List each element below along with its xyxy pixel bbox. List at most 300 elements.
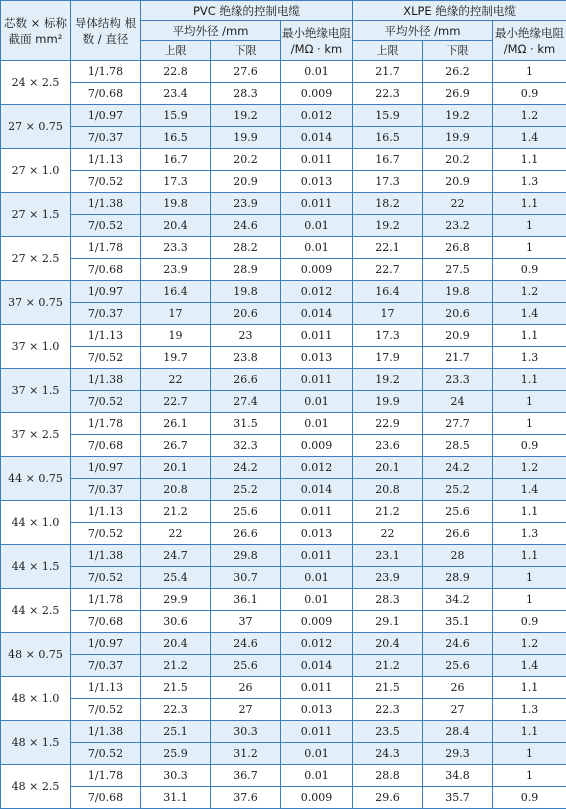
xlpe-lower-cell: 20.9 xyxy=(423,325,493,347)
xlpe-upper-cell: 28.8 xyxy=(353,765,423,787)
conductor-cell: 1/1.13 xyxy=(71,325,141,347)
xlpe-upper-cell: 16.4 xyxy=(353,281,423,303)
pvc-lower-cell: 30.3 xyxy=(211,721,281,743)
pvc-upper-cell: 23.9 xyxy=(141,259,211,281)
pvc-upper-cell: 30.6 xyxy=(141,611,211,633)
table-row xyxy=(1,215,566,237)
pvc-upper-cell: 25.9 xyxy=(141,743,211,765)
pvc-upper-cell: 21.2 xyxy=(141,655,211,677)
table-row xyxy=(1,721,566,743)
header-xlpe-min-resistance: 最小绝缘电阻 /MΩ · km xyxy=(493,21,566,61)
xlpe-min-resistance-cell: 1.3 xyxy=(493,523,566,545)
xlpe-upper-cell: 16.5 xyxy=(353,127,423,149)
header-conductor-structure: 导体结构 根数 / 直径 xyxy=(71,1,141,61)
xlpe-lower-cell: 28 xyxy=(423,545,493,567)
pvc-upper-cell: 29.9 xyxy=(141,589,211,611)
pvc-lower-cell: 26 xyxy=(211,677,281,699)
pvc-lower-cell: 28.2 xyxy=(211,237,281,259)
pvc-upper-cell: 22 xyxy=(141,369,211,391)
table-row xyxy=(1,523,566,545)
xlpe-upper-cell: 19.9 xyxy=(353,391,423,413)
pvc-lower-cell: 20.2 xyxy=(211,149,281,171)
pvc-min-resistance-cell: 0.009 xyxy=(281,259,353,281)
pvc-upper-cell: 17.3 xyxy=(141,171,211,193)
conductor-cell: 7/0.68 xyxy=(71,83,141,105)
pvc-lower-cell: 23.9 xyxy=(211,193,281,215)
xlpe-min-resistance-cell: 1.2 xyxy=(493,281,566,303)
conductor-cell: 1/0.97 xyxy=(71,457,141,479)
table-row xyxy=(1,105,566,127)
pvc-lower-cell: 26.6 xyxy=(211,523,281,545)
pvc-upper-cell: 20.4 xyxy=(141,215,211,237)
pvc-lower-cell: 37 xyxy=(211,611,281,633)
xlpe-lower-cell: 28.4 xyxy=(423,721,493,743)
table-row xyxy=(1,149,566,171)
pvc-min-resistance-cell: 0.01 xyxy=(281,61,353,83)
xlpe-lower-cell: 20.9 xyxy=(423,171,493,193)
pvc-lower-cell: 25.2 xyxy=(211,479,281,501)
pvc-min-resistance-cell: 0.009 xyxy=(281,435,353,457)
pvc-min-resistance-cell: 0.009 xyxy=(281,611,353,633)
pvc-lower-cell: 27.4 xyxy=(211,391,281,413)
pvc-lower-cell: 19.8 xyxy=(211,281,281,303)
table-row xyxy=(1,281,566,303)
xlpe-min-resistance-cell: 1.4 xyxy=(493,127,566,149)
pvc-min-resistance-cell: 0.011 xyxy=(281,193,353,215)
xlpe-lower-cell: 25.2 xyxy=(423,479,493,501)
conductor-cell: 1/0.97 xyxy=(71,633,141,655)
pvc-upper-cell: 15.9 xyxy=(141,105,211,127)
conductor-cell: 7/0.37 xyxy=(71,303,141,325)
pvc-min-resistance-cell: 0.01 xyxy=(281,215,353,237)
pvc-lower-cell: 36.7 xyxy=(211,765,281,787)
header-pvc-group: PVC 绝缘的控制电缆 xyxy=(141,1,353,21)
pvc-upper-cell: 22.7 xyxy=(141,391,211,413)
xlpe-min-resistance-cell: 1 xyxy=(493,743,566,765)
pvc-upper-cell: 25.4 xyxy=(141,567,211,589)
xlpe-min-resistance-cell: 1.1 xyxy=(493,545,566,567)
xlpe-upper-cell: 22.3 xyxy=(353,699,423,721)
core-section-cell: 24 × 2.5 xyxy=(1,61,71,105)
xlpe-lower-cell: 35.7 xyxy=(423,787,493,809)
xlpe-min-resistance-cell: 1.4 xyxy=(493,303,566,325)
xlpe-min-resistance-cell: 1.1 xyxy=(493,193,566,215)
core-section-cell: 27 × 1.0 xyxy=(1,149,71,193)
pvc-min-resistance-cell: 0.011 xyxy=(281,721,353,743)
xlpe-min-resistance-cell: 1.3 xyxy=(493,699,566,721)
pvc-lower-cell: 19.9 xyxy=(211,127,281,149)
pvc-lower-cell: 24.2 xyxy=(211,457,281,479)
pvc-upper-cell: 19.7 xyxy=(141,347,211,369)
xlpe-min-resistance-cell: 1.2 xyxy=(493,457,566,479)
pvc-upper-cell: 22.8 xyxy=(141,61,211,83)
core-section-cell: 44 × 1.5 xyxy=(1,545,71,589)
xlpe-upper-cell: 21.2 xyxy=(353,501,423,523)
xlpe-lower-cell: 22 xyxy=(423,193,493,215)
pvc-upper-cell: 22.3 xyxy=(141,699,211,721)
xlpe-upper-cell: 22.1 xyxy=(353,237,423,259)
header-pvc-min-resistance: 最小绝缘电阻 /MΩ · km xyxy=(281,21,353,61)
pvc-lower-cell: 27.6 xyxy=(211,61,281,83)
core-section-cell: 44 × 2.5 xyxy=(1,589,71,633)
xlpe-upper-cell: 22.3 xyxy=(353,83,423,105)
core-section-cell: 48 × 0.75 xyxy=(1,633,71,677)
xlpe-lower-cell: 19.9 xyxy=(423,127,493,149)
table-row xyxy=(1,589,566,611)
xlpe-upper-cell: 23.1 xyxy=(353,545,423,567)
xlpe-min-resistance-cell: 1 xyxy=(493,765,566,787)
xlpe-lower-cell: 29.3 xyxy=(423,743,493,765)
pvc-min-resistance-cell: 0.014 xyxy=(281,303,353,325)
table-row xyxy=(1,479,566,501)
conductor-cell: 7/0.68 xyxy=(71,259,141,281)
pvc-upper-cell: 20.4 xyxy=(141,633,211,655)
xlpe-lower-cell: 34.2 xyxy=(423,589,493,611)
pvc-upper-cell: 30.3 xyxy=(141,765,211,787)
table-row xyxy=(1,743,566,765)
pvc-upper-cell: 23.4 xyxy=(141,83,211,105)
pvc-lower-cell: 28.3 xyxy=(211,83,281,105)
conductor-cell: 7/0.52 xyxy=(71,215,141,237)
xlpe-upper-cell: 23.6 xyxy=(353,435,423,457)
core-section-cell: 44 × 0.75 xyxy=(1,457,71,501)
pvc-min-resistance-cell: 0.011 xyxy=(281,369,353,391)
pvc-lower-cell: 36.1 xyxy=(211,589,281,611)
table-row xyxy=(1,303,566,325)
xlpe-lower-cell: 24.2 xyxy=(423,457,493,479)
xlpe-upper-cell: 23.5 xyxy=(353,721,423,743)
table-row xyxy=(1,457,566,479)
table-row xyxy=(1,413,566,435)
xlpe-lower-cell: 26.2 xyxy=(423,61,493,83)
conductor-cell: 7/0.52 xyxy=(71,391,141,413)
xlpe-lower-cell: 20.2 xyxy=(423,149,493,171)
table-row xyxy=(1,677,566,699)
conductor-cell: 1/1.13 xyxy=(71,677,141,699)
table-row xyxy=(1,83,566,105)
pvc-min-resistance-cell: 0.014 xyxy=(281,127,353,149)
header-pvc-upper: 上限 xyxy=(141,41,211,61)
xlpe-upper-cell: 24.3 xyxy=(353,743,423,765)
xlpe-lower-cell: 28.9 xyxy=(423,567,493,589)
xlpe-lower-cell: 19.2 xyxy=(423,105,493,127)
xlpe-upper-cell: 18.2 xyxy=(353,193,423,215)
pvc-lower-cell: 24.6 xyxy=(211,633,281,655)
header-xlpe-avg-od: 平均外径 /mm xyxy=(353,21,493,41)
conductor-cell: 1/0.97 xyxy=(71,281,141,303)
xlpe-min-resistance-cell: 1 xyxy=(493,413,566,435)
xlpe-upper-cell: 22.7 xyxy=(353,259,423,281)
xlpe-min-resistance-cell: 0.9 xyxy=(493,259,566,281)
xlpe-lower-cell: 23.2 xyxy=(423,215,493,237)
pvc-min-resistance-cell: 0.009 xyxy=(281,83,353,105)
conductor-cell: 7/0.37 xyxy=(71,479,141,501)
table-row xyxy=(1,127,566,149)
conductor-cell: 1/1.38 xyxy=(71,721,141,743)
pvc-min-resistance-cell: 0.014 xyxy=(281,655,353,677)
pvc-min-resistance-cell: 0.01 xyxy=(281,765,353,787)
conductor-cell: 7/0.52 xyxy=(71,743,141,765)
pvc-upper-cell: 19 xyxy=(141,325,211,347)
xlpe-lower-cell: 27.5 xyxy=(423,259,493,281)
xlpe-min-resistance-cell: 1 xyxy=(493,215,566,237)
table-row xyxy=(1,787,566,809)
pvc-lower-cell: 28.9 xyxy=(211,259,281,281)
table-row xyxy=(1,611,566,633)
table-row xyxy=(1,501,566,523)
table-row xyxy=(1,259,566,281)
table-row xyxy=(1,435,566,457)
xlpe-upper-cell: 21.2 xyxy=(353,655,423,677)
pvc-min-resistance-cell: 0.01 xyxy=(281,743,353,765)
pvc-min-resistance-cell: 0.011 xyxy=(281,501,353,523)
table-row xyxy=(1,237,566,259)
core-section-cell: 48 × 2.5 xyxy=(1,765,71,809)
conductor-cell: 1/1.38 xyxy=(71,369,141,391)
conductor-cell: 7/0.37 xyxy=(71,655,141,677)
xlpe-upper-cell: 17 xyxy=(353,303,423,325)
conductor-cell: 7/0.37 xyxy=(71,127,141,149)
pvc-upper-cell: 20.1 xyxy=(141,457,211,479)
pvc-upper-cell: 16.5 xyxy=(141,127,211,149)
table-row xyxy=(1,699,566,721)
conductor-cell: 7/0.52 xyxy=(71,347,141,369)
pvc-upper-cell: 17 xyxy=(141,303,211,325)
pvc-upper-cell: 24.7 xyxy=(141,545,211,567)
pvc-lower-cell: 31.2 xyxy=(211,743,281,765)
pvc-min-resistance-cell: 0.01 xyxy=(281,567,353,589)
pvc-upper-cell: 16.4 xyxy=(141,281,211,303)
conductor-cell: 1/1.13 xyxy=(71,501,141,523)
xlpe-upper-cell: 19.2 xyxy=(353,369,423,391)
core-section-cell: 37 × 2.5 xyxy=(1,413,71,457)
conductor-cell: 1/1.78 xyxy=(71,61,141,83)
conductor-cell: 1/1.38 xyxy=(71,193,141,215)
pvc-min-resistance-cell: 0.01 xyxy=(281,413,353,435)
core-section-cell: 48 × 1.0 xyxy=(1,677,71,721)
pvc-min-resistance-cell: 0.013 xyxy=(281,171,353,193)
xlpe-lower-cell: 34.8 xyxy=(423,765,493,787)
header-pvc-lower: 下限 xyxy=(211,41,281,61)
xlpe-lower-cell: 27 xyxy=(423,699,493,721)
pvc-min-resistance-cell: 0.014 xyxy=(281,479,353,501)
xlpe-min-resistance-cell: 1.2 xyxy=(493,633,566,655)
pvc-upper-cell: 31.1 xyxy=(141,787,211,809)
header-xlpe-lower: 下限 xyxy=(423,41,493,61)
core-section-cell: 37 × 1.5 xyxy=(1,369,71,413)
xlpe-min-resistance-cell: 1 xyxy=(493,589,566,611)
xlpe-lower-cell: 26.9 xyxy=(423,83,493,105)
xlpe-upper-cell: 17.3 xyxy=(353,171,423,193)
xlpe-upper-cell: 20.4 xyxy=(353,633,423,655)
pvc-lower-cell: 23.8 xyxy=(211,347,281,369)
xlpe-min-resistance-cell: 1.2 xyxy=(493,105,566,127)
conductor-cell: 7/0.52 xyxy=(71,171,141,193)
table-row xyxy=(1,391,566,413)
pvc-lower-cell: 24.6 xyxy=(211,215,281,237)
pvc-lower-cell: 30.7 xyxy=(211,567,281,589)
conductor-cell: 1/1.78 xyxy=(71,589,141,611)
pvc-upper-cell: 26.1 xyxy=(141,413,211,435)
pvc-lower-cell: 32.3 xyxy=(211,435,281,457)
xlpe-lower-cell: 21.7 xyxy=(423,347,493,369)
pvc-upper-cell: 26.7 xyxy=(141,435,211,457)
pvc-lower-cell: 31.5 xyxy=(211,413,281,435)
xlpe-lower-cell: 35.1 xyxy=(423,611,493,633)
core-section-cell: 44 × 1.0 xyxy=(1,501,71,545)
pvc-lower-cell: 25.6 xyxy=(211,655,281,677)
header-xlpe-upper: 上限 xyxy=(353,41,423,61)
xlpe-min-resistance-cell: 0.9 xyxy=(493,787,566,809)
xlpe-lower-cell: 28.5 xyxy=(423,435,493,457)
xlpe-lower-cell: 20.6 xyxy=(423,303,493,325)
pvc-min-resistance-cell: 0.012 xyxy=(281,457,353,479)
conductor-cell: 7/0.68 xyxy=(71,611,141,633)
table-row xyxy=(1,171,566,193)
xlpe-lower-cell: 19.8 xyxy=(423,281,493,303)
pvc-min-resistance-cell: 0.013 xyxy=(281,523,353,545)
pvc-upper-cell: 21.5 xyxy=(141,677,211,699)
pvc-lower-cell: 26.6 xyxy=(211,369,281,391)
table-row xyxy=(1,325,566,347)
header-xlpe-group: XLPE 绝缘的控制电缆 xyxy=(353,1,566,21)
pvc-min-resistance-cell: 0.011 xyxy=(281,545,353,567)
pvc-upper-cell: 23.3 xyxy=(141,237,211,259)
xlpe-min-resistance-cell: 1.4 xyxy=(493,655,566,677)
conductor-cell: 1/1.13 xyxy=(71,149,141,171)
pvc-min-resistance-cell: 0.011 xyxy=(281,149,353,171)
conductor-cell: 1/1.38 xyxy=(71,545,141,567)
table-row xyxy=(1,347,566,369)
xlpe-upper-cell: 20.1 xyxy=(353,457,423,479)
pvc-lower-cell: 27 xyxy=(211,699,281,721)
xlpe-min-resistance-cell: 1 xyxy=(493,391,566,413)
xlpe-upper-cell: 15.9 xyxy=(353,105,423,127)
pvc-upper-cell: 21.2 xyxy=(141,501,211,523)
xlpe-lower-cell: 24.6 xyxy=(423,633,493,655)
pvc-lower-cell: 23 xyxy=(211,325,281,347)
xlpe-min-resistance-cell: 1 xyxy=(493,567,566,589)
header-core-section: 芯数 × 标称截面 mm² xyxy=(1,1,71,61)
pvc-min-resistance-cell: 0.012 xyxy=(281,105,353,127)
xlpe-upper-cell: 19.2 xyxy=(353,215,423,237)
xlpe-lower-cell: 27.7 xyxy=(423,413,493,435)
table-row xyxy=(1,61,566,83)
table-row xyxy=(1,765,566,787)
xlpe-upper-cell: 17.9 xyxy=(353,347,423,369)
table-row xyxy=(1,567,566,589)
conductor-cell: 1/1.78 xyxy=(71,765,141,787)
table-row xyxy=(1,655,566,677)
table-row xyxy=(1,545,566,567)
pvc-min-resistance-cell: 0.013 xyxy=(281,347,353,369)
table-row xyxy=(1,633,566,655)
xlpe-upper-cell: 23.9 xyxy=(353,567,423,589)
pvc-min-resistance-cell: 0.011 xyxy=(281,677,353,699)
pvc-min-resistance-cell: 0.012 xyxy=(281,633,353,655)
pvc-upper-cell: 25.1 xyxy=(141,721,211,743)
xlpe-min-resistance-cell: 1.3 xyxy=(493,171,566,193)
conductor-cell: 7/0.52 xyxy=(71,699,141,721)
table-row xyxy=(1,369,566,391)
conductor-cell: 1/0.97 xyxy=(71,105,141,127)
conductor-cell: 7/0.68 xyxy=(71,435,141,457)
xlpe-lower-cell: 26 xyxy=(423,677,493,699)
xlpe-lower-cell: 26.8 xyxy=(423,237,493,259)
pvc-upper-cell: 20.8 xyxy=(141,479,211,501)
xlpe-min-resistance-cell: 1.4 xyxy=(493,479,566,501)
xlpe-upper-cell: 29.6 xyxy=(353,787,423,809)
xlpe-upper-cell: 20.8 xyxy=(353,479,423,501)
xlpe-upper-cell: 22.9 xyxy=(353,413,423,435)
xlpe-upper-cell: 16.7 xyxy=(353,149,423,171)
xlpe-upper-cell: 21.5 xyxy=(353,677,423,699)
pvc-lower-cell: 29.8 xyxy=(211,545,281,567)
core-section-cell: 48 × 1.5 xyxy=(1,721,71,765)
xlpe-lower-cell: 24 xyxy=(423,391,493,413)
xlpe-min-resistance-cell: 1.1 xyxy=(493,721,566,743)
xlpe-min-resistance-cell: 1.1 xyxy=(493,369,566,391)
xlpe-min-resistance-cell: 0.9 xyxy=(493,83,566,105)
xlpe-min-resistance-cell: 0.9 xyxy=(493,611,566,633)
xlpe-min-resistance-cell: 1.1 xyxy=(493,677,566,699)
pvc-min-resistance-cell: 0.013 xyxy=(281,699,353,721)
xlpe-upper-cell: 21.7 xyxy=(353,61,423,83)
pvc-min-resistance-cell: 0.01 xyxy=(281,589,353,611)
pvc-lower-cell: 37.6 xyxy=(211,787,281,809)
xlpe-upper-cell: 22 xyxy=(353,523,423,545)
xlpe-min-resistance-cell: 1.1 xyxy=(493,501,566,523)
pvc-min-resistance-cell: 0.012 xyxy=(281,281,353,303)
core-section-cell: 37 × 1.0 xyxy=(1,325,71,369)
pvc-upper-cell: 19.8 xyxy=(141,193,211,215)
header-pvc-avg-od: 平均外径 /mm xyxy=(141,21,281,41)
pvc-min-resistance-cell: 0.01 xyxy=(281,237,353,259)
table-row xyxy=(1,193,566,215)
conductor-cell: 7/0.68 xyxy=(71,787,141,809)
pvc-min-resistance-cell: 0.009 xyxy=(281,787,353,809)
xlpe-min-resistance-cell: 0.9 xyxy=(493,435,566,457)
core-section-cell: 27 × 2.5 xyxy=(1,237,71,281)
conductor-cell: 1/1.78 xyxy=(71,413,141,435)
pvc-upper-cell: 22 xyxy=(141,523,211,545)
pvc-lower-cell: 25.6 xyxy=(211,501,281,523)
conductor-cell: 7/0.52 xyxy=(71,523,141,545)
core-section-cell: 37 × 0.75 xyxy=(1,281,71,325)
pvc-lower-cell: 19.2 xyxy=(211,105,281,127)
conductor-cell: 7/0.52 xyxy=(71,567,141,589)
pvc-upper-cell: 16.7 xyxy=(141,149,211,171)
xlpe-min-resistance-cell: 1 xyxy=(493,237,566,259)
core-section-cell: 27 × 1.5 xyxy=(1,193,71,237)
xlpe-upper-cell: 28.3 xyxy=(353,589,423,611)
xlpe-lower-cell: 26.6 xyxy=(423,523,493,545)
core-section-cell: 27 × 0.75 xyxy=(1,105,71,149)
xlpe-min-resistance-cell: 1.1 xyxy=(493,149,566,171)
xlpe-upper-cell: 29.1 xyxy=(353,611,423,633)
xlpe-lower-cell: 25.6 xyxy=(423,655,493,677)
xlpe-min-resistance-cell: 1.3 xyxy=(493,347,566,369)
xlpe-lower-cell: 23.3 xyxy=(423,369,493,391)
pvc-min-resistance-cell: 0.01 xyxy=(281,391,353,413)
conductor-cell: 1/1.78 xyxy=(71,237,141,259)
pvc-lower-cell: 20.6 xyxy=(211,303,281,325)
pvc-lower-cell: 20.9 xyxy=(211,171,281,193)
xlpe-min-resistance-cell: 1.1 xyxy=(493,325,566,347)
xlpe-upper-cell: 17.3 xyxy=(353,325,423,347)
xlpe-lower-cell: 25.6 xyxy=(423,501,493,523)
pvc-min-resistance-cell: 0.011 xyxy=(281,325,353,347)
